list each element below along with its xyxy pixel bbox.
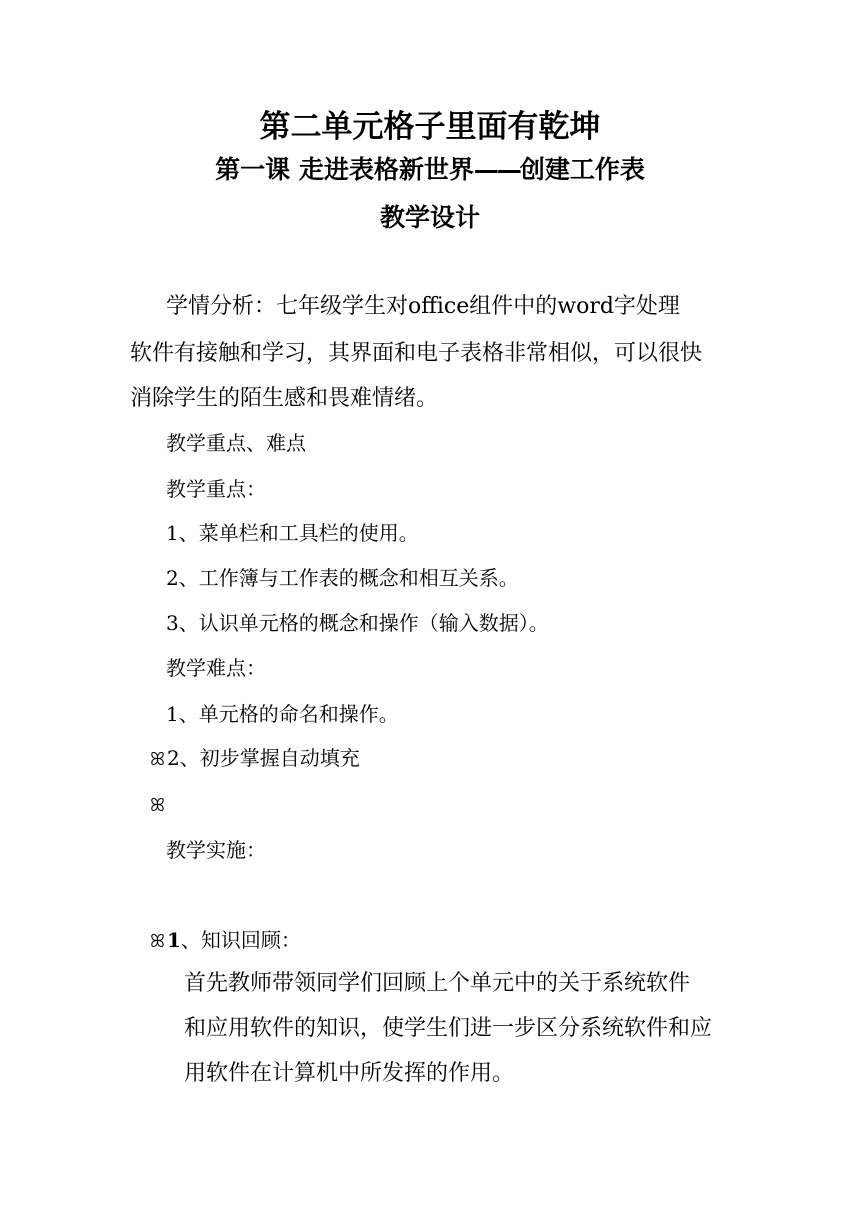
focus-item-3: 3、认识单元格的概念和操作（输入数据）。 [166,611,549,635]
implementation-heading: 教学实施： [166,838,266,862]
focus-heading: 教学重点： [166,477,266,501]
step1-title: 、知识回顾： [180,928,301,952]
difficulty-heading: 教学难点： [166,656,266,680]
step1-heading [150,930,301,951]
lesson-title-part1: 第一课 走进表格新世界 [215,155,474,184]
difficulty-item-2-text: 2、初步掌握自动填充 [166,746,360,770]
doc-type-title: 教学设计 [379,203,480,232]
difficulty-item-1: 1、单元格的命名和操作。 [166,702,399,726]
bullet-icon: ꕤ [150,795,165,816]
lesson-title-dash: —— [473,155,520,184]
bullet-icon: ꕤ [150,749,165,770]
analysis-line-3: 消除学生的陌生感和畏难情绪。 [130,386,439,411]
step1-line-1: 首先教师带领同学们回顾上个单元中的关于系统软件 [184,971,691,996]
focus-item-2: 2、工作簿与工作表的概念和相互关系。 [166,566,519,590]
key-points-heading: 教学重点、难点 [166,431,306,455]
empty-bullet-line [150,794,167,815]
analysis-line-1: 学情分析：七年级学生对office组件中的word字处理 [166,294,680,319]
unit-title: 第二单元格子里面有乾坤 [259,109,601,145]
step1-line-3: 用软件在计算机中所发挥的作用。 [184,1061,515,1086]
focus-item-1: 1、菜单栏和工具栏的使用。 [166,521,419,545]
bullet-icon: ꕤ [150,931,165,952]
lesson-title-part2: 创建工作表 [519,155,645,184]
difficulty-item-2 [150,748,360,769]
step1-number: 1 [166,928,181,952]
analysis-line-2: 软件有接触和学习，其界面和电子表格非常相似，可以很快 [130,341,703,366]
step1-line-2: 和应用软件的知识，使学生们进一步区分系统软件和应 [184,1016,713,1041]
lesson-title [0,157,860,182]
